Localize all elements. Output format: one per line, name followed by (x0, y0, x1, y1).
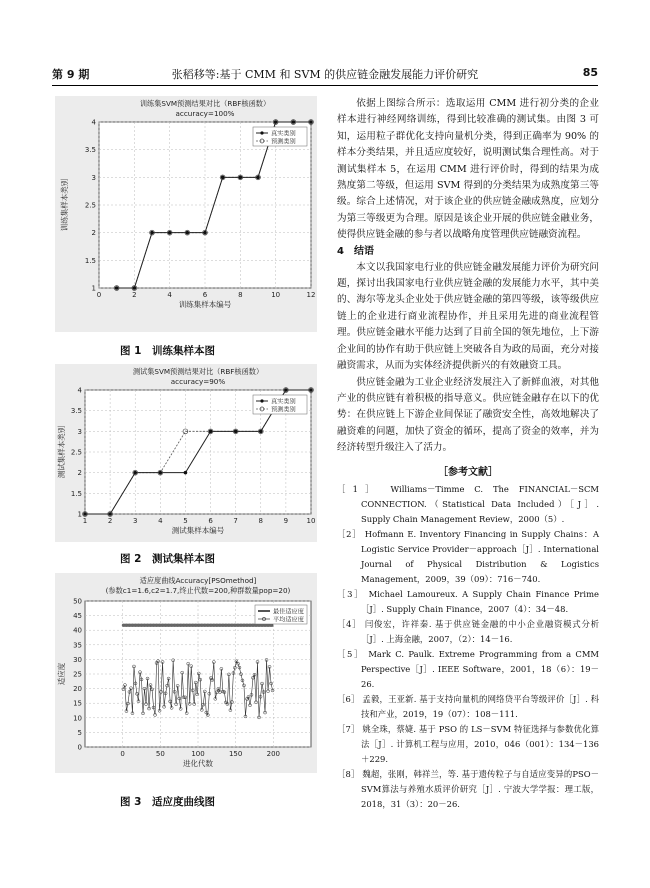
y-tick-label: 10 (73, 714, 82, 723)
point-best (233, 624, 236, 627)
legend-label-best: 最佳适应度 (273, 608, 304, 616)
y-tick-label: 15 (73, 699, 82, 708)
point-actual (83, 512, 87, 516)
point-actual (256, 176, 260, 180)
point-best (182, 624, 185, 627)
figure-1-caption: 图 1 训练集样本图 (120, 345, 215, 357)
y-tick-label: 0 (77, 743, 82, 752)
x-tick-label: 7 (233, 517, 238, 525)
point-best (173, 624, 176, 627)
x-axis-label: 进化代数 (183, 759, 213, 768)
reference-item: ［6］ 孟毅，王亚新. 基于支持向量机的网络贷平台等级评价［J］. 科技和产业，2019，19（07）：108－111. (337, 693, 599, 719)
y-tick-label: 1 (91, 284, 96, 293)
point-best (239, 624, 242, 627)
y-tick-label: 3.5 (84, 146, 96, 155)
reference-item: ［7］ 姚全珠，蔡婕. 基于 PSO 的 LS－SVM 特征选择与参数优化算法［J］. 计算机工程与应用，2010，046（001）：134－136＋229. (337, 723, 599, 764)
x-tick-label: 9 (283, 517, 289, 525)
x-axis-label: 训练集样本编号 (178, 300, 232, 309)
reference-item: ［2］ Hofmann E. Inventory Financing in Supply Chains：A Logistic Service Provider－approach［J］. International Journal of Physical Distribution & Logistics Management，2009，39（09）：716－740. (337, 528, 599, 584)
x-tick-label: 1 (82, 517, 88, 525)
y-tick-label: 20 (73, 685, 82, 694)
paragraph-conclusion-1: 本文以我国家电行业的供应链金融发展能力评价为研究问题，探讨出我国家电行业供应链金融的发展能力水平，其中美的、海尔等龙头企业处于供应链金融的第四等级，该等级供应链上的企业进行商业流程协作，并且采用先进的商业流程管理。供应链金融水平能力达到了目前全国的领先地位，上下游企业间的协作有助于供应链上突破各自为政的局面，充分对接融资需求，从而为实体经济提供新兴的有效融资工具。 (337, 261, 599, 372)
y-axis-label: 测试集样本类别 (57, 425, 66, 479)
point-best (197, 624, 200, 627)
paragraph-analysis: 依据上图综合所示：选取运用 CMM 进行初分类的企业样本进行神经网络训练，得到比较准确的测试集。由图 3 可知，运用粒子群优化支持向量机分类，得到正确率为 90% 的样本分类结果，并且适应度较好，说明测试集合理性高。对于测试集样本 5，在运用 CMM 进行评价时，得到的结果为成熟度第二等级，但运用 SVM 得到的分类结果为成熟度第三等级。综合上述情况，对于该企业的供应链金融成熟度，应划分为第三等级更为合理。原因是该企业开展的供应链金融业务，使得供应链金融的参与者以战略角度管理供应链融资流程。 (337, 98, 599, 241)
y-tick-label: 50 (73, 597, 82, 606)
reference-item: ［3］ Michael Lamoureux. A Supply Chain Finance Prime［J］. Supply Chain Finance，2007（4）：34－48. (337, 588, 599, 614)
test-set-chart (55, 364, 317, 542)
point-best (203, 624, 206, 627)
paragraph-conclusion-2: 供应链金融为工业企业经济发展注入了新鲜血液，对其他产业的供应链有着积极的指导意义。供应链金融存在以下的优势：在供应链上下游企业间保证了融资安全性，高效地解决了融资难的问题，加快了资金的循环，提高了资金的效率，并为经济转型升级注入了活力。 (337, 376, 599, 454)
point-best (242, 624, 245, 627)
x-tick-label: 100 (191, 750, 205, 758)
point-actual (133, 471, 137, 475)
point-best (248, 624, 251, 627)
point-actual (108, 512, 112, 516)
running-header (52, 66, 598, 84)
y-tick-label: 4 (91, 118, 96, 127)
x-tick-label: 0 (96, 291, 102, 299)
point-actual (221, 176, 225, 180)
legend-marker-actual (260, 399, 263, 402)
y-axis-label: 适应度 (57, 662, 66, 686)
x-tick-label: 3 (132, 517, 138, 525)
x-tick-label: 8 (238, 291, 243, 299)
x-tick-label: 6 (208, 517, 213, 525)
y-tick-label: 1.5 (70, 489, 82, 498)
point-best (161, 624, 164, 627)
point-best (128, 624, 131, 627)
y-tick-label: 2.5 (84, 201, 96, 210)
y-tick-label: 2 (91, 229, 96, 238)
point-best (140, 624, 143, 627)
issue-label: 第 9 期 (52, 68, 90, 81)
reference-item: ［4］ 闫俊宏，许祥秦. 基于供应链金融的中小企业融资模式分析［J］. 上海金融，2007，（2）：14－16. (337, 618, 599, 644)
point-best (200, 624, 203, 627)
legend-label-actual: 真实类别 (271, 130, 296, 138)
point-actual (150, 231, 154, 235)
point-best (176, 624, 179, 627)
point-best (155, 624, 158, 627)
y-tick-label: 35 (73, 641, 82, 650)
point-best (134, 624, 137, 627)
x-tick-label: 2 (132, 291, 137, 299)
point-actual (309, 388, 313, 392)
point-best (188, 624, 191, 627)
figure-2 (55, 364, 317, 542)
fitness-curve-chart (55, 573, 317, 773)
point-best (143, 624, 146, 627)
point-best (212, 624, 215, 627)
point-best (191, 624, 194, 627)
running-title: 张稻移等:基于 CMM 和 SVM 的供应链金融发展能力评价研究 (171, 68, 479, 81)
chart-subtitle: accuracy=100% (175, 109, 235, 118)
point-actual (133, 286, 137, 290)
point-actual (184, 471, 188, 475)
point-best (179, 624, 182, 627)
figure-2-caption: 图 2 测试集样本图 (120, 553, 215, 565)
point-best (251, 624, 254, 627)
point-best (137, 624, 140, 627)
references-heading: ［参考文献］ (438, 466, 498, 478)
legend-marker-actual (260, 131, 263, 134)
point-best (194, 624, 197, 627)
point-best (131, 624, 134, 627)
point-actual (234, 430, 238, 434)
figure-3-caption: 图 3 适应度曲线图 (120, 796, 215, 808)
y-tick-label: 30 (73, 655, 82, 664)
x-tick-label: 10 (271, 291, 281, 299)
legend-label-actual: 真实类别 (271, 398, 296, 406)
x-tick-label: 4 (167, 291, 172, 299)
point-actual (159, 471, 163, 475)
chart-title: 适应度曲线Accuracy[PSOmethod] (139, 576, 257, 585)
chart-title: 训练集SVM预测结果对比（RBF核函数） (139, 99, 271, 108)
y-tick-label: 3 (77, 427, 82, 436)
chart-subtitle: (参数c1=1.6,c2=1.7,终止代数=200,种群数量pop=20) (105, 586, 291, 595)
y-tick-label: 3 (91, 173, 96, 182)
point-best (122, 624, 125, 627)
y-tick-label: 2.5 (70, 448, 82, 457)
point-best (245, 624, 248, 627)
y-axis-label: 训练集样本类别 (60, 178, 69, 232)
reference-item: ［8］ 魏超，张刚，韩祥兰，等. 基于遗传粒子与自适应变异的PSO－SVM算法与养殖水质评价研究［J］. 宁波大学学报：理工版，2018，31（3）：20－26. (337, 768, 599, 809)
y-tick-label: 1.5 (84, 256, 96, 265)
point-actual (309, 120, 313, 124)
y-tick-label: 5 (77, 728, 82, 737)
point-actual (284, 388, 288, 392)
point-best (125, 624, 128, 627)
reference-item: ［5］ Mark C. Paulk. Extreme Programming from a CMM Perspective［J］. IEEE Software，2001，18（6）：19－26. (337, 648, 599, 689)
y-tick-label: 2 (77, 469, 82, 478)
x-axis-label: 测试集样本编号 (171, 526, 225, 535)
y-tick-label: 4 (77, 386, 82, 395)
point-best (224, 624, 227, 627)
training-set-chart (55, 96, 317, 332)
figure-1 (55, 96, 317, 332)
section-title-conclusion: 4 结语 (337, 245, 374, 257)
x-tick-label: 5 (183, 517, 188, 525)
point-best (170, 624, 173, 627)
y-tick-label: 3.5 (70, 407, 82, 416)
point-best (209, 624, 212, 627)
legend-label-average: 平均适应度 (273, 616, 304, 624)
legend-label-predicted: 预测类别 (271, 138, 296, 146)
x-tick-label: 50 (155, 750, 165, 758)
point-best (221, 624, 224, 627)
x-tick-label: 150 (228, 750, 243, 758)
point-actual (186, 231, 190, 235)
point-best (230, 624, 233, 627)
right-column (337, 96, 599, 812)
point-actual (239, 176, 243, 180)
point-best (218, 624, 221, 627)
y-tick-label: 45 (73, 612, 82, 621)
x-tick-label: 8 (258, 517, 264, 525)
point-best (167, 624, 170, 627)
x-tick-label: 12 (306, 291, 316, 299)
header-rule (52, 85, 598, 86)
x-tick-label: 10 (306, 517, 316, 525)
point-best (185, 624, 188, 627)
point-best (215, 624, 218, 627)
point-actual (274, 120, 278, 124)
chart-subtitle: accuracy=90% (170, 377, 226, 386)
x-tick-label: 200 (266, 750, 281, 758)
point-best (227, 624, 230, 627)
point-actual (292, 120, 296, 124)
y-tick-label: 1 (77, 510, 82, 519)
point-best (149, 624, 152, 627)
legend-label-predicted: 预测类别 (271, 406, 296, 414)
x-tick-label: 4 (158, 517, 163, 525)
point-actual (168, 231, 172, 235)
point-actual (115, 286, 119, 290)
x-tick-label: 0 (120, 750, 125, 758)
chart-title: 测试集SVM预测结果对比（RBF核函数） (132, 367, 264, 376)
page-number: 85 (582, 66, 598, 79)
reference-item: ［1］ Williams－Timme C. The FINANCIAL－SCM CONNECTION.（Statistical Data Included）［J］. Supply Chain Management Review，2000（5）. (337, 483, 599, 524)
point-best (158, 624, 161, 627)
point-best (206, 624, 209, 627)
point-best (152, 624, 155, 627)
point-best (146, 624, 149, 627)
figure-3 (55, 573, 317, 773)
point-best (236, 624, 239, 627)
x-tick-label: 6 (202, 291, 208, 299)
y-tick-label: 25 (73, 670, 82, 679)
point-actual (259, 430, 263, 434)
y-tick-label: 40 (73, 626, 82, 635)
point-best (164, 624, 167, 627)
point-actual (203, 231, 207, 235)
x-tick-label: 2 (107, 517, 113, 525)
point-actual (209, 430, 213, 434)
